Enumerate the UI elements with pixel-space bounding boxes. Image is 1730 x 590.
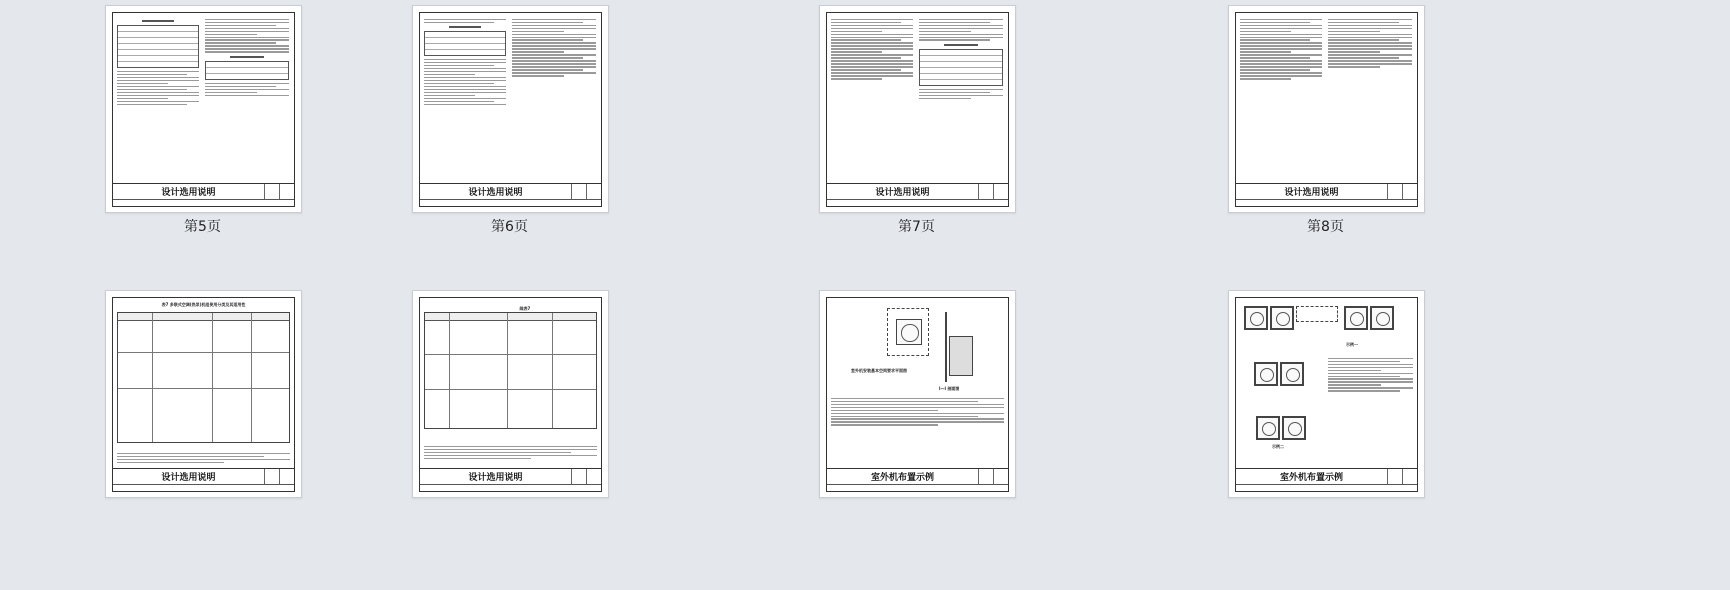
page-sheet	[1235, 297, 1418, 492]
page-sheet	[112, 297, 295, 492]
page-sheet	[1235, 12, 1418, 207]
title-block	[1236, 183, 1417, 206]
figure-caption: 室外机安装基本空间要求平面图	[851, 368, 907, 373]
page-title: 室外机布置示例	[1279, 473, 1343, 483]
page-sheet	[419, 12, 602, 207]
page-title: 设计选用说明	[161, 473, 216, 483]
title-block	[420, 468, 601, 491]
page-thumbnail-8[interactable]	[1228, 5, 1425, 213]
page-title: 设计选用说明	[875, 188, 930, 198]
page-label: 第6页	[491, 219, 528, 235]
outdoor-unit	[1254, 362, 1278, 386]
page-sheet	[419, 297, 602, 492]
table-7-continued	[424, 312, 597, 429]
outdoor-unit	[1270, 306, 1294, 330]
title-block	[827, 183, 1008, 206]
table-caption: 续表7	[519, 306, 531, 311]
page-thumbnail-12[interactable]	[1228, 290, 1425, 498]
page-label: 第8页	[1307, 219, 1344, 235]
page-thumbnail-6[interactable]	[412, 5, 609, 213]
wall-section	[945, 312, 947, 382]
table-caption: 表7 多联式空调(热泵)机组使用分类及其适用性	[161, 302, 246, 307]
page-thumbnail-5[interactable]	[105, 5, 302, 213]
clearance-zone	[1296, 306, 1338, 322]
table-7	[117, 312, 290, 443]
example-two-label: 示例二	[1272, 444, 1284, 449]
page-sheet	[112, 12, 295, 207]
outdoor-unit	[1282, 416, 1306, 440]
section-unit	[949, 336, 973, 376]
page-thumbnail-7[interactable]	[819, 5, 1016, 213]
page-title: 设计选用说明	[1284, 188, 1339, 198]
title-block	[420, 183, 601, 206]
page-sheet	[826, 297, 1009, 492]
page-title: 设计选用说明	[468, 473, 523, 483]
outdoor-unit	[1244, 306, 1268, 330]
outdoor-unit	[896, 319, 922, 345]
title-block	[113, 183, 294, 206]
example-one-label: 示例一	[1346, 342, 1358, 347]
outdoor-unit	[1370, 306, 1394, 330]
title-block	[1236, 468, 1417, 491]
outdoor-unit	[1344, 306, 1368, 330]
page-title: 设计选用说明	[161, 188, 216, 198]
page-label: 第5页	[184, 219, 221, 235]
outdoor-unit	[1256, 416, 1280, 440]
page-title: 室外机布置示例	[870, 473, 934, 483]
page-sheet	[826, 12, 1009, 207]
section-caption: I—I 剖面图	[939, 386, 960, 391]
title-block	[113, 468, 294, 491]
outdoor-unit	[1280, 362, 1304, 386]
page-thumbnail-9[interactable]	[105, 290, 302, 498]
page-label: 第7页	[898, 219, 935, 235]
title-block	[827, 468, 1008, 491]
page-thumbnail-11[interactable]	[819, 290, 1016, 498]
page-thumbnail-10[interactable]	[412, 290, 609, 498]
page-title: 设计选用说明	[468, 188, 523, 198]
plan-view-clearance	[887, 308, 929, 356]
